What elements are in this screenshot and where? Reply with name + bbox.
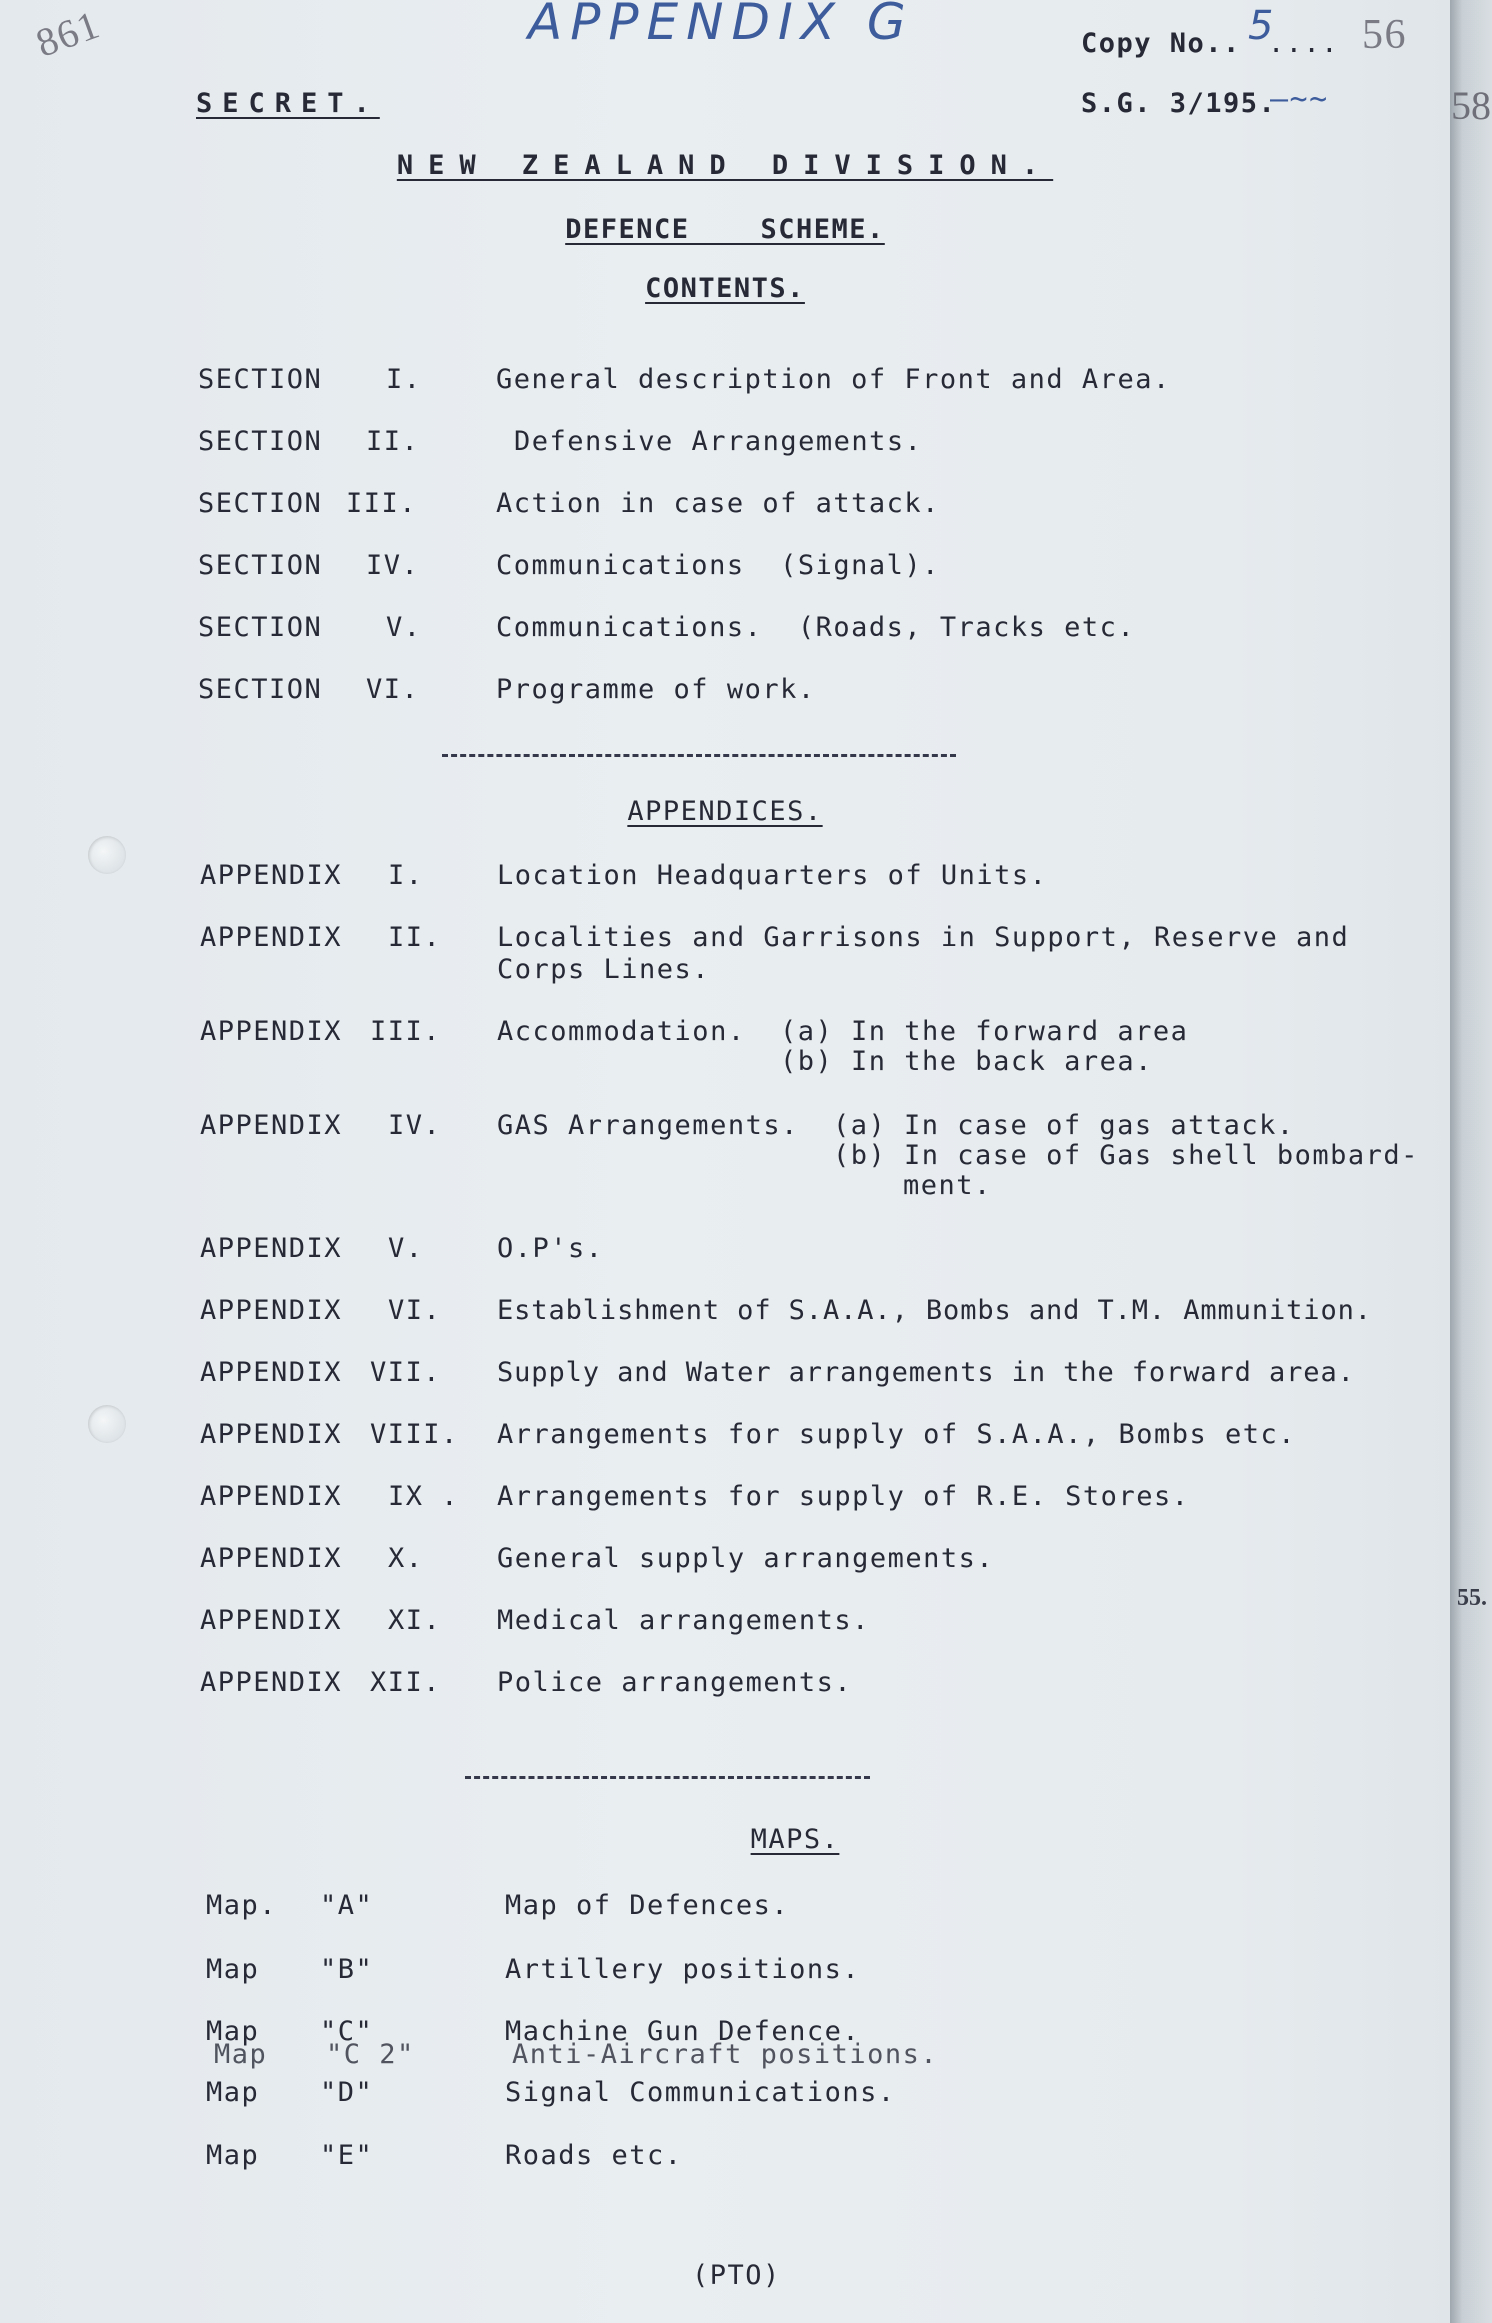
appendix-label: APPENDIX [200, 1110, 343, 1141]
appendix-title: GAS Arrangements. [497, 1110, 799, 1141]
appendix-numeral: XII. [370, 1667, 442, 1698]
appendix-label: APPENDIX [200, 922, 343, 953]
division-heading-row [0, 150, 1450, 182]
punch-hole-bottom [88, 1405, 126, 1443]
appendix-numeral: III. [370, 1016, 442, 1047]
appendix-numeral: VI. [388, 1295, 442, 1326]
handwritten-title: APPENDIX G [528, 0, 914, 51]
appendix-label: APPENDIX [200, 1543, 343, 1574]
appendix-title: Police arrangements. [497, 1667, 853, 1698]
division-heading: NEW ZEALAND DIVISION. [396, 150, 1054, 181]
section-label: SECTION [198, 674, 323, 705]
section-label: SECTION [198, 488, 323, 519]
map-code: "E" [320, 2140, 374, 2171]
maps-heading: MAPS. [750, 1824, 840, 1855]
section-label: SECTION [198, 364, 323, 395]
map-code: "C 2" [326, 2039, 415, 2070]
appendix-numeral: IX . [388, 1481, 460, 1512]
divider-appendices [465, 1776, 870, 1779]
map-code: "D" [320, 2077, 374, 2108]
appendix-label: APPENDIX [200, 860, 343, 891]
appendix-title: Localities and Garrisons in Support, Reserve and [497, 922, 1350, 953]
appendix-label: APPENDIX [200, 1357, 343, 1388]
appendix-subitem-b: (b) In the back area. [780, 1046, 1153, 1077]
appendix-label: APPENDIX [200, 1605, 343, 1636]
edge-page-number: 58 [1451, 83, 1491, 128]
appendix-numeral: IV. [388, 1110, 442, 1141]
section-label: SECTION [198, 426, 323, 457]
section-title: Defensive Arrangements. [514, 426, 923, 457]
appendix-label: APPENDIX [200, 1419, 343, 1450]
map-label: Map [206, 1954, 260, 1985]
section-label: SECTION [198, 550, 323, 581]
appendix-numeral: VII. [370, 1357, 442, 1388]
appendix-subitem-b: (b) In case of Gas shell bombard- [833, 1140, 1419, 1171]
map-title: Artillery positions. [505, 1954, 861, 1985]
appendix-subitem-a: (a) In the forward area [780, 1016, 1189, 1047]
appendix-numeral: X. [388, 1543, 424, 1574]
appendix-label: APPENDIX [200, 1016, 343, 1047]
appendix-numeral: I. [388, 860, 424, 891]
map-code: "A" [320, 1890, 374, 1921]
divider-sections [442, 754, 956, 757]
map-label: Map [206, 2016, 260, 2047]
section-numeral: III. [346, 488, 418, 519]
appendix-label: APPENDIX [200, 1233, 343, 1264]
pencil-mark: 861 [30, 1, 107, 66]
map-code: "C" [320, 2016, 374, 2047]
map-title: Roads etc. [505, 2140, 683, 2171]
copy-label: Copy No.. [1081, 28, 1241, 59]
map-label: Map. [206, 1890, 278, 1921]
appendix-label: APPENDIX [200, 1295, 343, 1326]
punch-hole-top [88, 836, 126, 874]
copy-dots: .... [1268, 28, 1340, 59]
appendix-numeral: V. [388, 1233, 424, 1264]
map-title: Map of Defences. [505, 1890, 790, 1921]
contents-heading: CONTENTS. [645, 273, 805, 304]
section-numeral: IV. [366, 550, 420, 581]
appendix-title-continued: Corps Lines. [497, 954, 711, 985]
map-title: Signal Communications. [505, 2077, 896, 2108]
section-label: SECTION [198, 612, 323, 643]
appendix-title: Arrangements for supply of S.A.A., Bombs etc. [497, 1419, 1296, 1450]
section-title: Programme of work. [496, 674, 816, 705]
map-title: Anti-Aircraft positions. [512, 2039, 939, 2070]
appendix-title: Location Headquarters of Units. [497, 860, 1048, 891]
scheme-heading-row [0, 214, 1450, 246]
map-code: "B" [320, 1954, 374, 1985]
appendix-title: Establishment of S.A.A., Bombs and T.M. Ammunition. [497, 1295, 1372, 1326]
appendix-numeral: II. [388, 922, 442, 953]
footer-pto: (PTO) [692, 2260, 781, 2291]
appendix-label: APPENDIX [200, 1481, 343, 1512]
appendix-subitem-a: (a) In case of gas attack. [833, 1110, 1295, 1141]
section-title: Communications (Signal). [496, 550, 940, 581]
appendix-title: Supply and Water arrangements in the forward area. [497, 1357, 1355, 1388]
appendix-label: APPENDIX [200, 1667, 343, 1698]
appendix-title: Arrangements for supply of R.E. Stores. [497, 1481, 1190, 1512]
appendix-title: Accommodation. [497, 1016, 746, 1047]
appendix-title: O.P's. [497, 1233, 604, 1264]
section-numeral: II. [366, 426, 420, 457]
section-title: General description of Front and Area. [496, 364, 1171, 395]
section-numeral: V. [386, 612, 422, 643]
map-label: Map [206, 2140, 260, 2171]
map-title: Machine Gun Defence. [505, 2016, 861, 2047]
reference-number: S.G. 3/195. [1081, 88, 1277, 119]
appendix-numeral: XI. [388, 1605, 442, 1636]
reference-strike: —~~ [1270, 82, 1329, 117]
contents-heading-row [0, 273, 1450, 305]
page-number: 56 [1362, 12, 1407, 58]
maps-heading-row [0, 1824, 1450, 1856]
appendix-numeral: VIII. [370, 1419, 459, 1450]
section-numeral: I. [386, 364, 422, 395]
underlying-page-edge [1450, 0, 1492, 2323]
section-title: Communications. (Roads, Tracks etc. [496, 612, 1136, 643]
section-title: Action in case of attack. [496, 488, 940, 519]
scheme-heading: DEFENCE SCHEME. [565, 214, 885, 245]
classification: SECRET. [196, 88, 380, 119]
edge-fragment: 55. [1457, 1585, 1487, 1611]
map-label: Map [214, 2039, 268, 2070]
appendix-subitem-b-continued: ment. [903, 1170, 992, 1201]
appendices-heading: APPENDICES. [627, 796, 823, 827]
copy-number: 5 [1248, 3, 1274, 49]
appendix-title: General supply arrangements. [497, 1543, 995, 1574]
appendix-title: Medical arrangements. [497, 1605, 870, 1636]
map-label: Map [206, 2077, 260, 2108]
appendices-heading-row [0, 796, 1450, 828]
section-numeral: VI. [366, 674, 420, 705]
